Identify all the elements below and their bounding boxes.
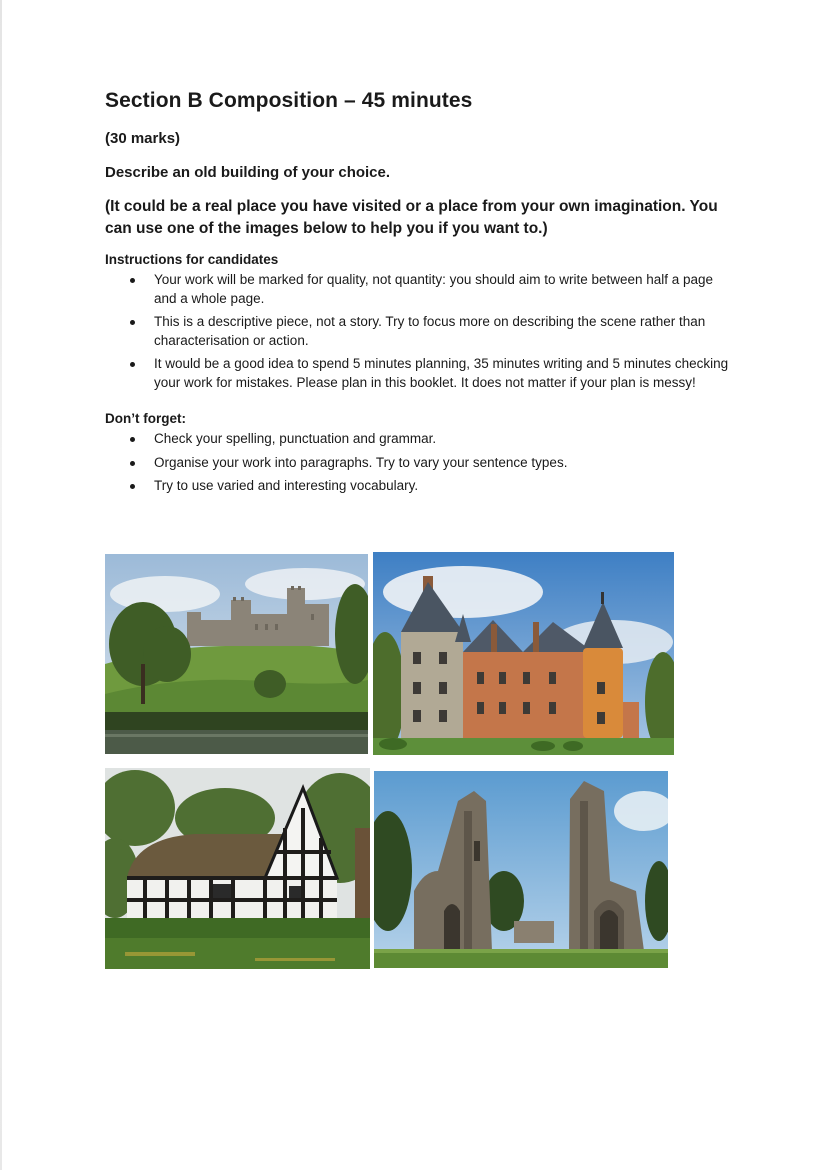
instruction-item [105,271,729,308]
instruction-item [105,313,729,350]
marks-label: (30 marks) [105,130,181,147]
reminder-item [105,454,729,473]
exam-section [105,86,745,496]
bullet-icon [130,461,135,466]
reminders-heading: Don’t forget: [105,411,186,426]
instruction-item [105,355,729,392]
castle-photo [105,554,368,754]
section-title: Section B Composition – 45 minutes [105,89,473,112]
reminders-list [105,430,745,496]
bullet-icon [130,278,135,283]
page-edge [0,0,2,1170]
task-hint: (It could be a real place you have visited or a place from your own imagination. You can use one of the images below to help you if you want to.) [105,198,718,237]
abbey-ruins-photo [374,771,668,968]
instruction-text: This is a descriptive piece, not a story. Try to focus more on describing the scene rather than characterisation or action. [154,314,706,348]
instruction-text: Your work will be marked for quality, not quantity: you should aim to write between half a page and a whole page. [154,272,714,306]
task-prompt: Describe an old building of your choice. [105,164,391,181]
reminder-item [105,430,729,449]
reminder-text: Check your spelling, punctuation and grammar. [154,431,437,446]
reminder-item [105,477,729,496]
reminder-text: Organise your work into paragraphs. Try to vary your sentence types. [154,454,568,470]
reminder-text: Try to use varied and interesting vocabulary. [154,478,419,493]
instructions-heading: Instructions for candidates [105,252,279,267]
bullet-icon [130,437,135,442]
cottage-photo [105,768,370,969]
instruction-text: It would be a good idea to spend 5 minutes planning, 35 minutes writing and 5 minutes checking your work for mistakes. Please plan in this booklet. It does not matter if your plan is messy! [154,356,729,390]
instructions-list [105,271,745,392]
bullet-icon [130,484,135,489]
bullet-icon [130,362,135,367]
chateau-photo [373,552,674,755]
bullet-icon [130,320,135,325]
